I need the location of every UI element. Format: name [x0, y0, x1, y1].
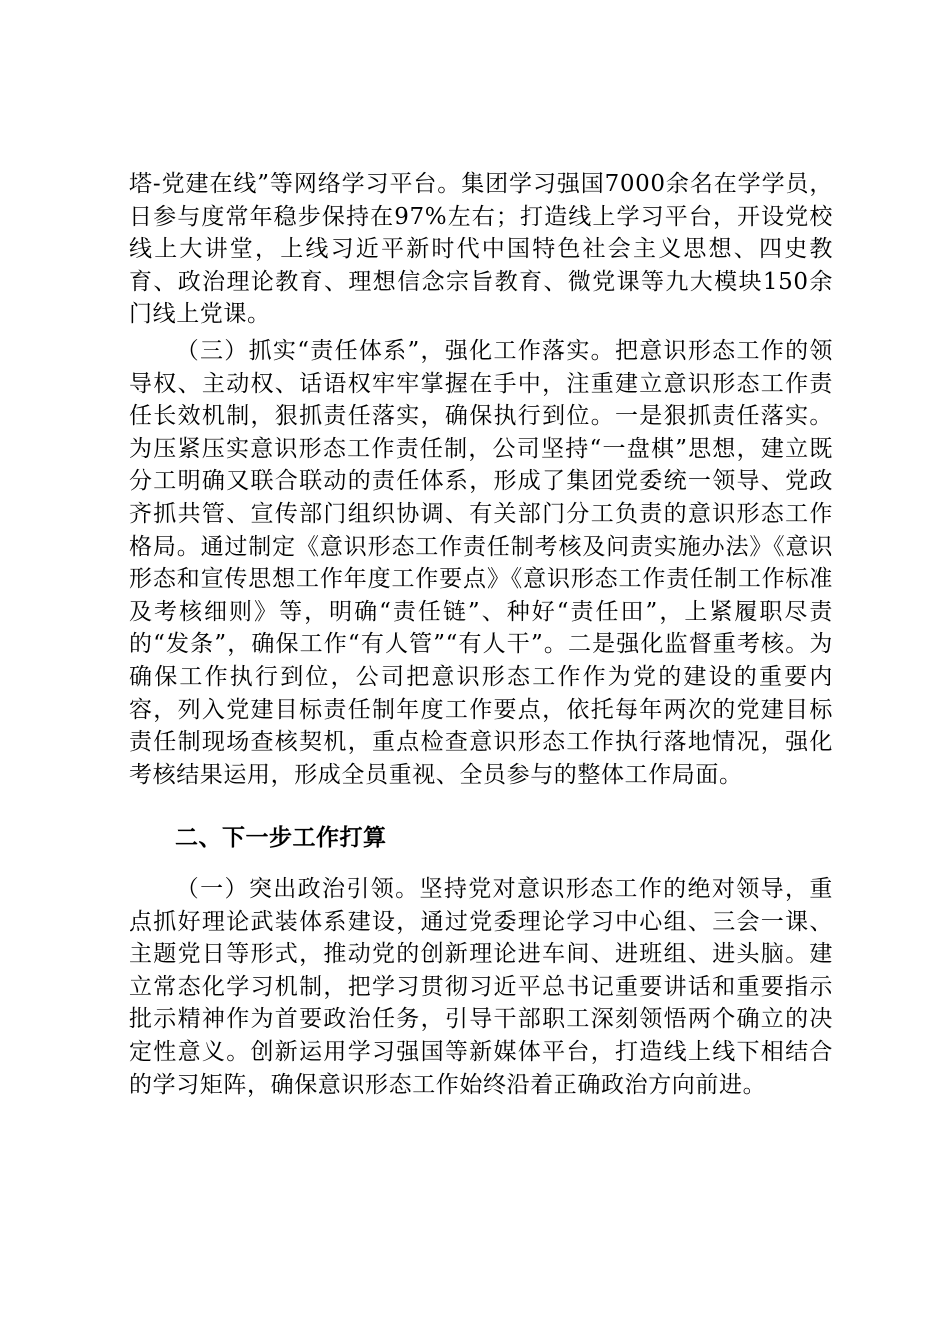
section-heading-next-steps: 二、下一步工作打算	[175, 825, 387, 851]
paragraph-text: 塔-党建在线”等网络学习平台。集团学习强国7000余名在学学员，日参与度常年稳步保持在97%左右；打造线上学习平台，开设党校线上大讲堂，上线习近平新时代中国特色社会主义思想、四史教育、政治理论教育、理想信念宗旨教育、微党课等九大模块150余门线上党课。	[129, 171, 833, 328]
paragraph-responsibility-system	[129, 335, 833, 791]
paragraph-text: （三）抓实“责任体系”，强化工作落实。把意识形态工作的领导权、主动权、话语权牢牢掌握在手中，注重建立意识形态工作责任长效机制，狠抓责任落实，确保执行到位。一是狠抓责任落实。为压紧压实意识形态工作责任制，公司坚持“一盘棋”思想，建立既分工明确又联合联动的责任体系，形成了集团党委统一领导、党政齐抓共管、宣传部门组织协调、有关部门分工负责的意识形态工作格局。通过制定《意识形态工作责任制考核及问责实施办法》《意识形态和宣传思想工作年度工作要点》《意识形态工作责任制工作标准及考核细则》等，明确“责任链”、种好“责任田”，上紧履职尽责的“发条”，确保工作“有人管”“有人干”。二是强化监督重考核。为确保工作执行到位，公司把意识形态工作作为党的建设的重要内容，列入党建目标责任制年度工作要点，依托每年两次的党建目标责任制现场查核契机，重点检查意识形态工作执行落地情况，强化考核结果运用，形成全员重视、全员参与的整体工作局面。	[129, 338, 833, 788]
paragraph-text: （一）突出政治引领。坚持党对意识形态工作的绝对领导，重点抓好理论武装体系建设，通过党委理论学习中心组、三会一课、主题党日等形式，推动党的创新理论进车间、进班组、进头脑。建立常态化学习机制，把学习贯彻习近平总书记重要讲话和重要指示批示精神作为首要政治任务，引导干部职工深刻领悟两个确立的决定性意义。创新运用学习强国等新媒体平台，打造线上线下相结合的学习矩阵，确保意识形态工作始终沿着正确政治方向前进。	[129, 876, 833, 1098]
paragraph-political-leadership	[129, 873, 833, 1101]
paragraph-platforms	[129, 168, 833, 331]
